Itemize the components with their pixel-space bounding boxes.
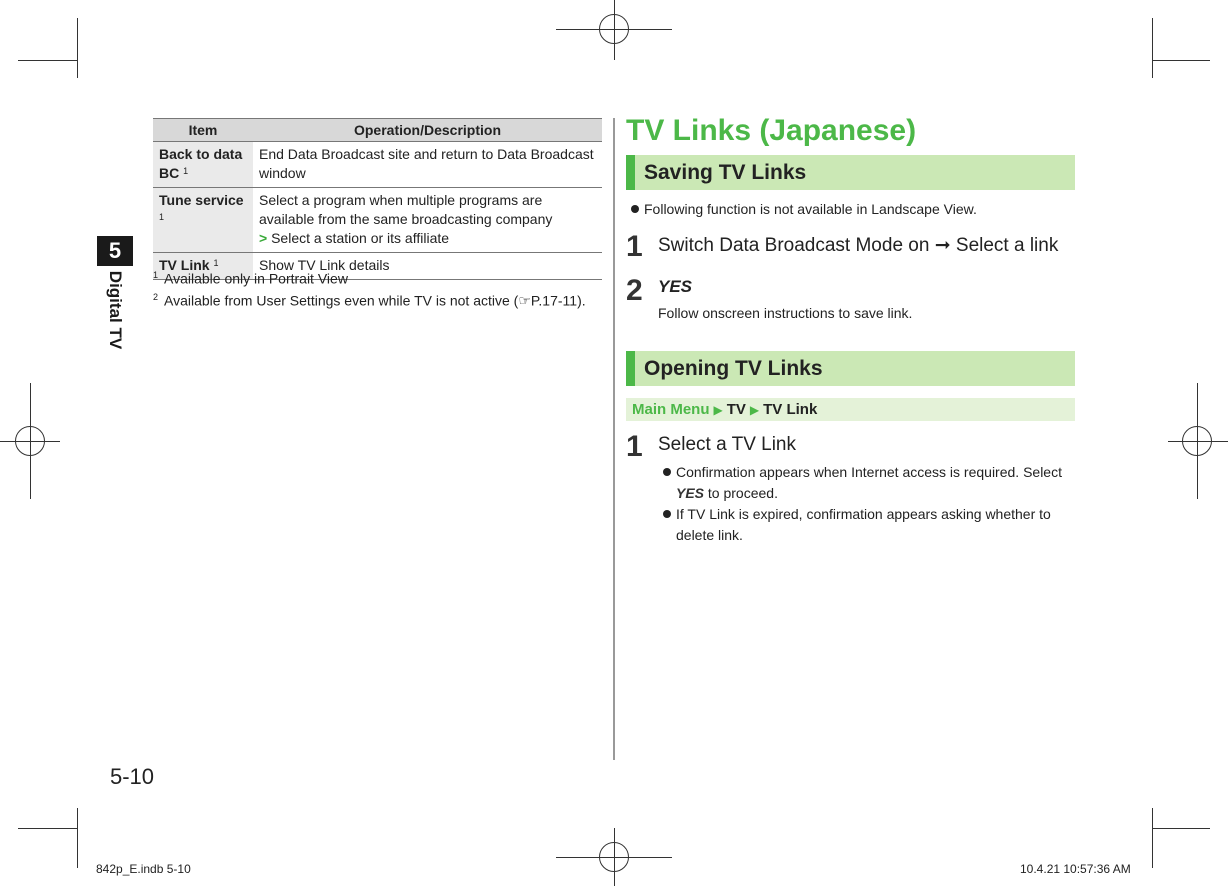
sub-option: > Select a station or its affiliate bbox=[259, 230, 450, 246]
menu-path-main: Main Menu bbox=[632, 401, 710, 418]
list-item: If TV Link is expired, confirmation appears asking whether to delete link. bbox=[676, 504, 1076, 546]
step-note: Follow onscreen instructions to save link. bbox=[658, 305, 913, 321]
column-divider bbox=[613, 118, 615, 760]
item-description: Select a program when multiple programs are available from the same broadcasting company bbox=[259, 192, 553, 227]
item-name: Tune service bbox=[159, 192, 244, 208]
item-description: Show TV Link details bbox=[253, 253, 602, 280]
bullet-icon bbox=[663, 468, 671, 476]
col-header-description: Operation/Description bbox=[253, 119, 602, 142]
triangle-right-icon: ▶ bbox=[749, 403, 760, 417]
bullet-icon bbox=[663, 510, 671, 518]
footnote: $^1$ Available only in Portrait View bbox=[153, 270, 348, 287]
item-name: Back to data BC bbox=[159, 146, 243, 181]
footnote: $^2$ Available from User Settings even while TV is not active (☞P.17-11). bbox=[153, 292, 586, 309]
bullet-icon bbox=[631, 205, 639, 213]
menu-path-tv: TV bbox=[726, 401, 746, 418]
menu-path bbox=[626, 398, 1075, 421]
page-title: TV Links (Japanese) bbox=[626, 114, 917, 147]
section-heading-opening: Opening TV Links bbox=[626, 351, 1075, 386]
step-text: Switch Data Broadcast Mode on ➞ Select a link bbox=[658, 235, 1059, 256]
chapter-label: Digital TV bbox=[106, 270, 125, 350]
triangle-right-icon: ▶ bbox=[713, 403, 723, 417]
table-header bbox=[153, 119, 602, 142]
col-header-item: Item bbox=[153, 119, 253, 142]
item-description: End Data Broadcast site and return to Data Broadcast window bbox=[253, 142, 602, 188]
menu-path-tvlink: TV Link bbox=[763, 401, 818, 418]
table-row: TV Link $^1$ Show TV Link details bbox=[153, 253, 602, 280]
list-item: Confirmation appears when Internet access is required. Select YES to proceed. bbox=[676, 462, 1076, 504]
slug-right: 10.4.21 10:57:36 AM bbox=[1020, 862, 1131, 876]
step-text: Select a TV Link bbox=[658, 434, 797, 455]
step-number: 1 bbox=[626, 430, 643, 463]
step-number: 2 bbox=[626, 274, 643, 307]
step-text: YES bbox=[658, 277, 693, 296]
table-row: Back to data BC $^1$ End Data Broadcast site and return to Data Broadcast window bbox=[153, 142, 602, 188]
chapter-number: 5 bbox=[97, 236, 133, 266]
section-heading-saving: Saving TV Links bbox=[626, 155, 1075, 190]
page-number: 5-10 bbox=[110, 764, 155, 789]
step-number: 1 bbox=[626, 230, 643, 263]
table-row: Tune service $^1$ Select a program when multiple programs are available from the same broadcasting company > Select a station or its affiliate bbox=[153, 188, 602, 253]
list-item: Following function is not available in Landscape View. bbox=[644, 199, 977, 220]
chevron-right-icon: > bbox=[259, 230, 268, 246]
item-table bbox=[153, 118, 602, 280]
item-name: TV Link bbox=[159, 257, 210, 273]
slug-left: 842p_E.indb 5-10 bbox=[96, 862, 191, 876]
